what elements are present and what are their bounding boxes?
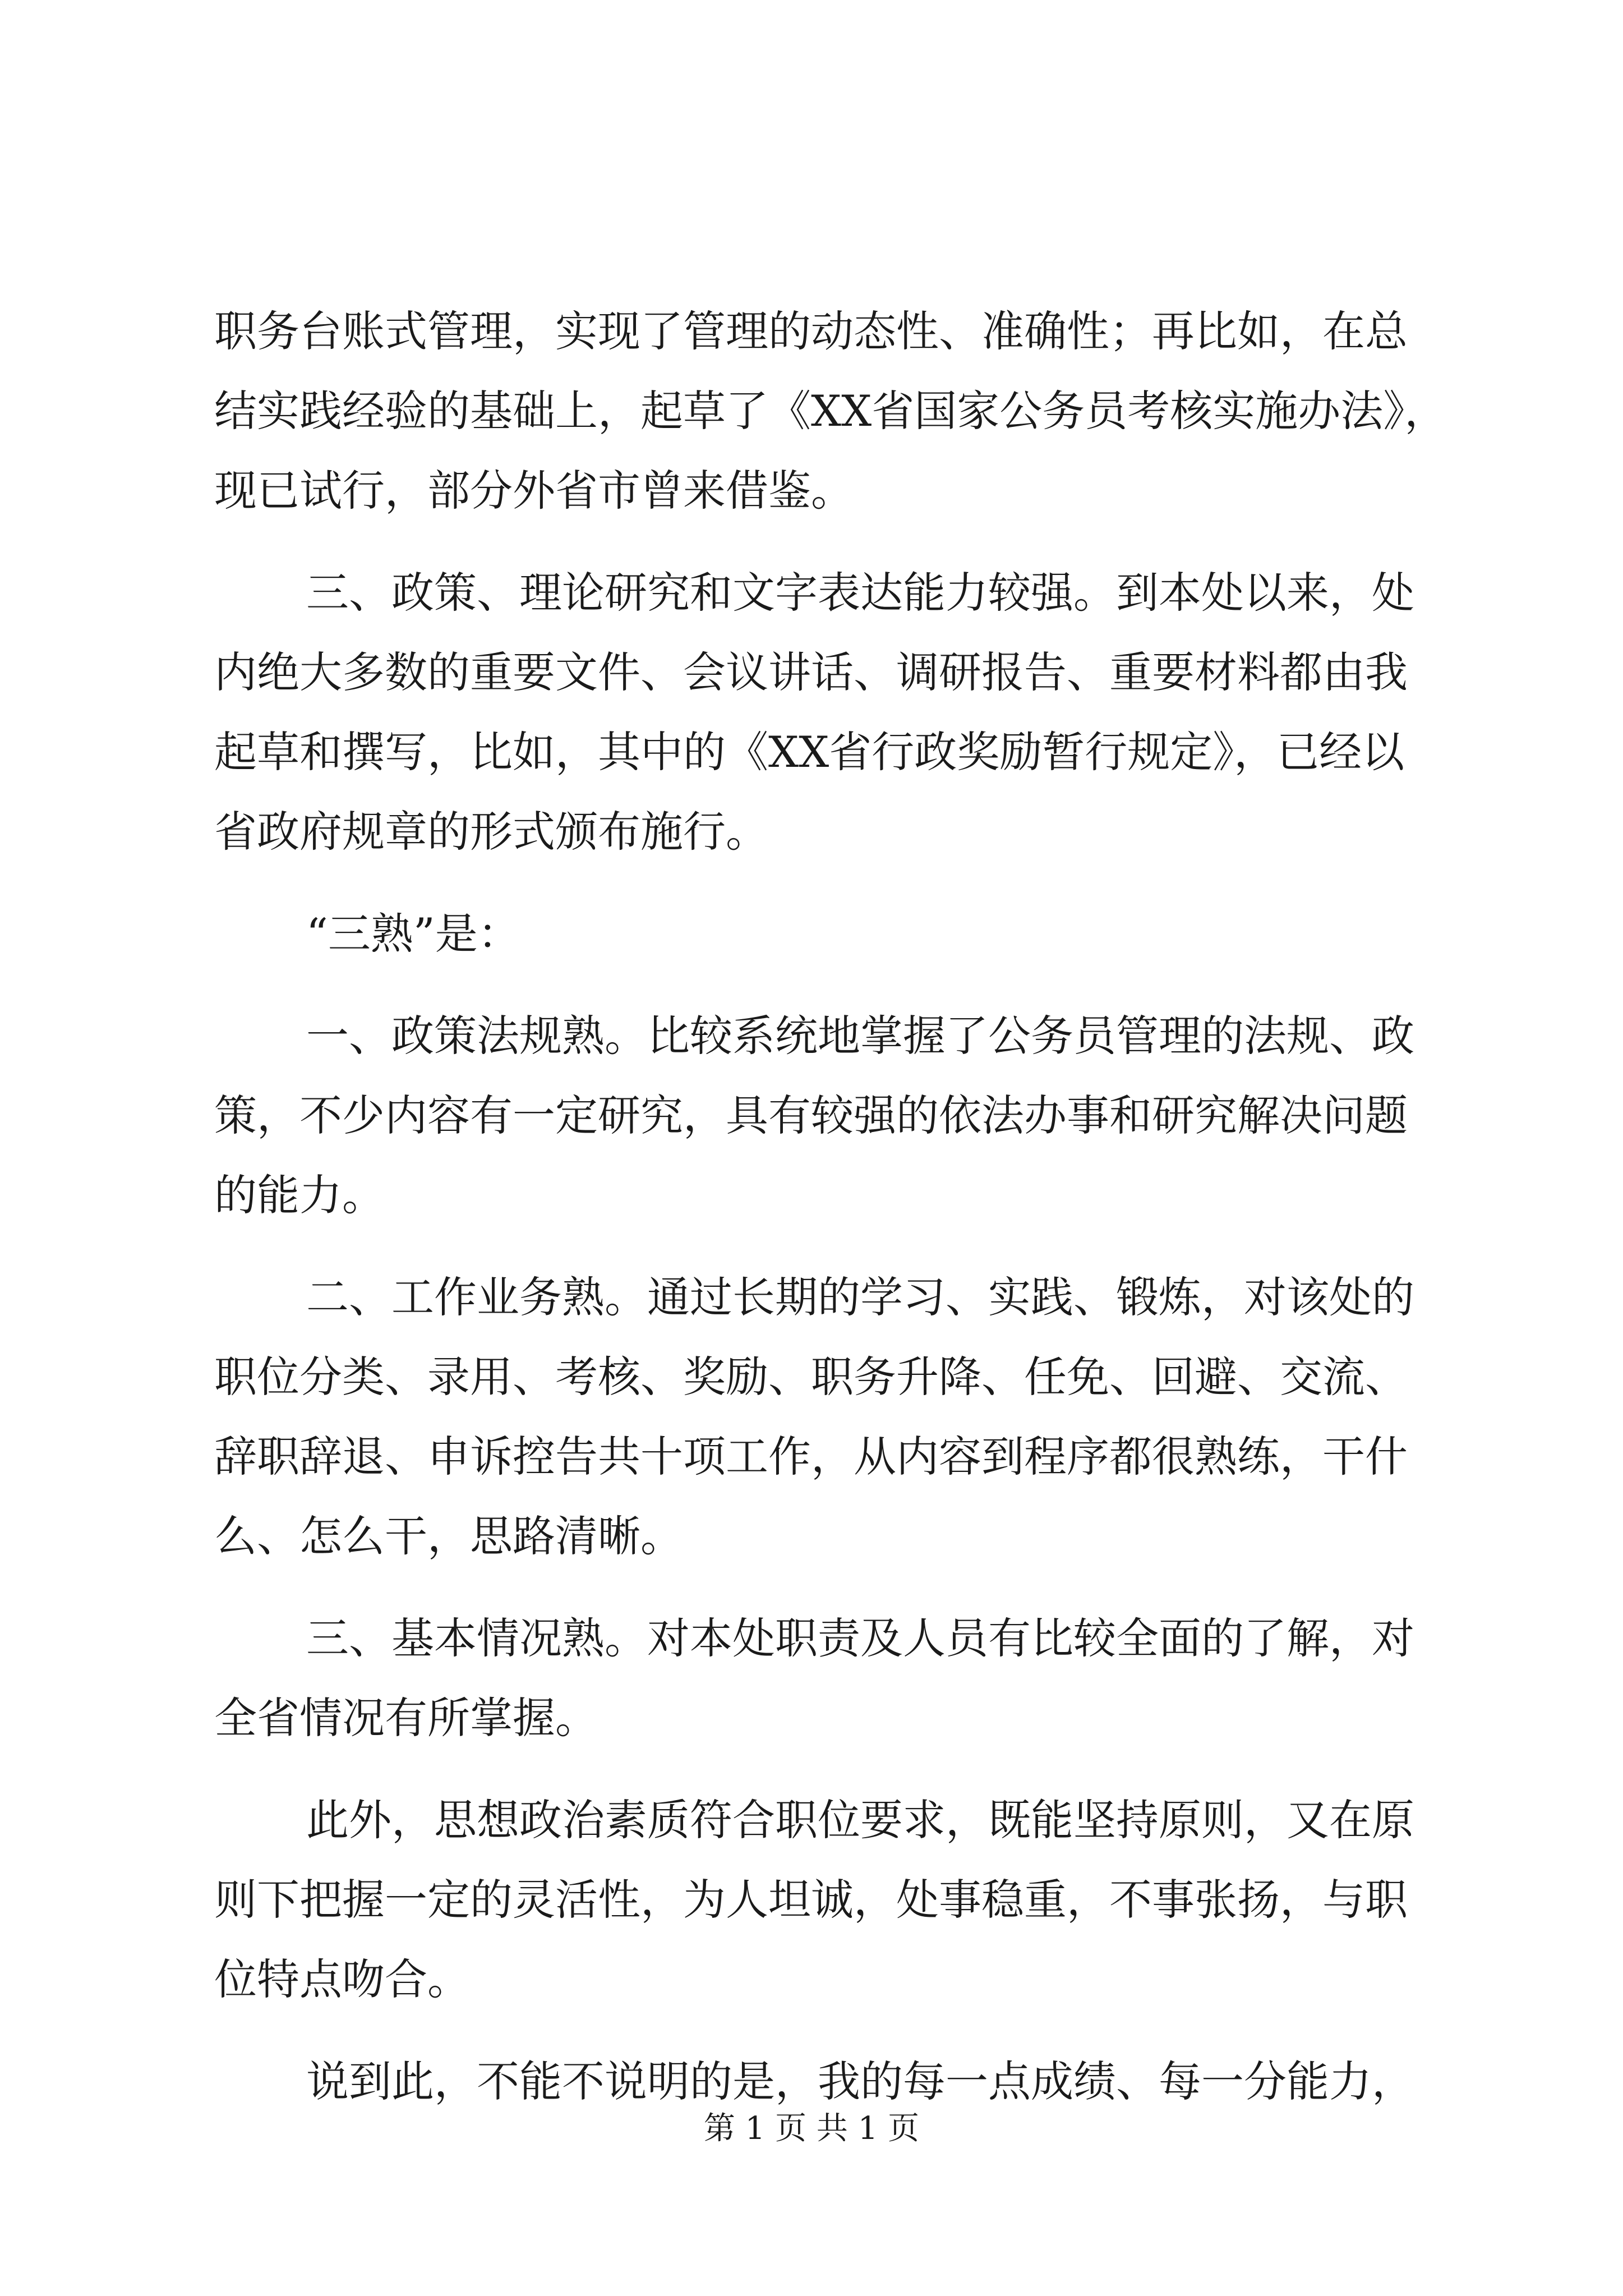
text-line: 结实践经验的基础上，起草了《XX省国家公务员考核实施办法》， (214, 386, 1447, 436)
text-line: 内绝大多数的重要文件、会议讲话、调研报告、重要材料都由我 (214, 647, 1408, 697)
paragraph (214, 1780, 1448, 2019)
paragraph (214, 292, 1448, 531)
paragraph (214, 1599, 1448, 1758)
paragraph (214, 553, 1448, 872)
paragraph (214, 1258, 1448, 1576)
text-line: 策，不少内容有一定研究，具有较强的依法办事和研究解决问题 (214, 1091, 1408, 1140)
text-line: 么、怎么干，思路清晰。 (214, 1511, 683, 1561)
text-line: “三熟”是： (306, 909, 520, 959)
page-number-footer: 第 1 页 共 1 页 (703, 2110, 920, 2147)
text-line: 则下把握一定的灵活性，为人坦诚，处事稳重，不事张扬，与职 (214, 1875, 1408, 1925)
text-line: 现已试行，部分外省市曾来借鉴。 (214, 466, 854, 516)
text-line: 辞职辞退、申诉控告共十项工作，从内容到程序都很熟练，干什 (214, 1432, 1408, 1481)
text-line: 三、基本情况熟。对本处职责及人员有比较全面的了解，对 (306, 1613, 1414, 1663)
text-line: 一、政策法规熟。比较系统地掌握了公务员管理的法规、政 (306, 1011, 1414, 1061)
text-line: 全省情况有所掌握。 (214, 1693, 598, 1743)
text-line: 的能力。 (214, 1170, 385, 1220)
text-line: 职务台账式管理，实现了管理的动态性、准确性；再比如，在总 (214, 306, 1408, 356)
text-line: 省政府规章的形式颁布施行。 (214, 807, 768, 857)
text-line: 位特点吻合。 (214, 1954, 470, 2004)
document-body (214, 292, 1448, 2122)
text-line: 三、政策、理论研究和文字表达能力较强。到本处以来，处 (306, 568, 1414, 618)
text-line: 说到此，不能不说明的是，我的每一点成绩、每一分能力， (306, 2056, 1414, 2106)
text-line: 起草和撰写，比如，其中的《XX省行政奖励暂行规定》，已经以 (214, 727, 1405, 777)
text-line: 此外，思想政治素质符合职位要求，既能坚持原则，又在原 (306, 1795, 1414, 1845)
text-line: 二、工作业务熟。通过长期的学习、实践、锻炼，对该处的 (306, 1272, 1414, 1322)
text-line: 职位分类、录用、考核、奖励、职务升降、任免、回避、交流、 (214, 1352, 1408, 1402)
paragraph (214, 894, 1448, 974)
paragraph (214, 996, 1448, 1235)
